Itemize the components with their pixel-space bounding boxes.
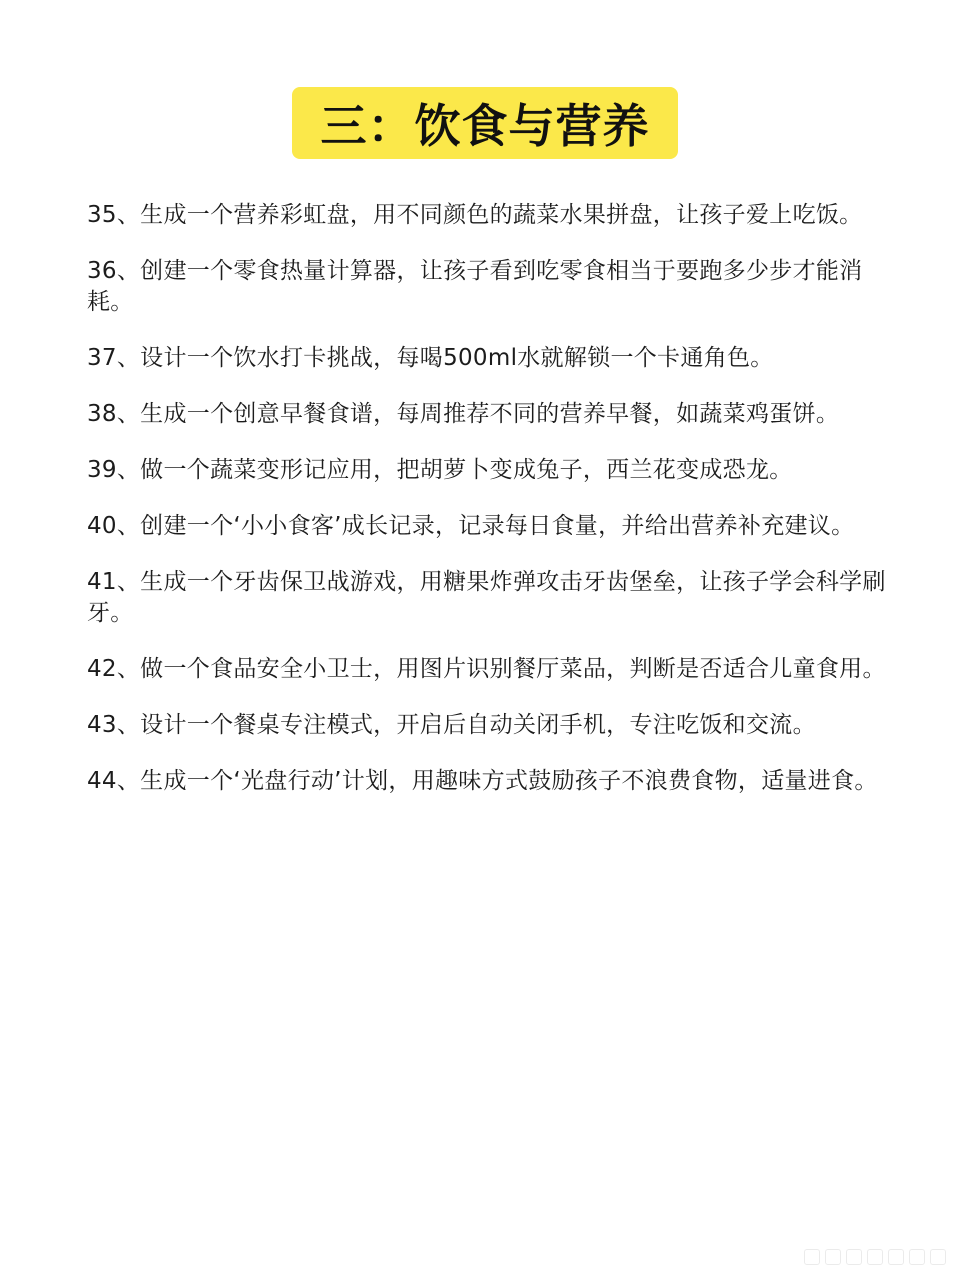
watermark-box-icon — [846, 1249, 862, 1265]
watermark-box-icon — [867, 1249, 883, 1265]
section-title-badge — [292, 87, 678, 159]
list-item: 37、设计一个饮水打卡挑战，每喝500ml水就解锁一个卡通角色。 — [87, 345, 774, 371]
watermark-box-icon — [930, 1249, 946, 1265]
list-item: 41、生成一个牙齿保卫战游戏，用糖果炸弹攻击牙齿堡垒，让孩子学会科学刷牙。 — [87, 569, 886, 626]
watermark — [804, 1249, 946, 1265]
list-item: 40、创建一个‘小小食客’成长记录，记录每日食量，并给出营养补充建议。 — [87, 513, 855, 539]
list-item: 38、生成一个创意早餐食谱，每周推荐不同的营养早餐，如蔬菜鸡蛋饼。 — [87, 401, 840, 427]
list-item: 39、做一个蔬菜变形记应用，把胡萝卜变成兔子，西兰花变成恐龙。 — [87, 457, 793, 483]
watermark-box-icon — [909, 1249, 925, 1265]
list-item: 43、设计一个餐桌专注模式，开启后自动关闭手机，专注吃饭和交流。 — [87, 712, 816, 738]
list-item: 35、生成一个营养彩虹盘，用不同颜色的蔬菜水果拼盘，让孩子爱上吃饭。 — [87, 202, 863, 228]
list-item: 42、做一个食品安全小卫士，用图片识别餐厅菜品，判断是否适合儿童食用。 — [87, 656, 886, 682]
idea-list — [87, 200, 887, 822]
watermark-box-icon — [888, 1249, 904, 1265]
watermark-box-icon — [804, 1249, 820, 1265]
list-item: 36、创建一个零食热量计算器，让孩子看到吃零食相当于要跑多少步才能消耗。 — [87, 258, 863, 315]
watermark-box-icon — [825, 1249, 841, 1265]
list-item: 44、生成一个‘光盘行动’计划，用趣味方式鼓励孩子不浪费食物，适量进食。 — [87, 768, 878, 794]
section-title: 三：饮食与营养 — [320, 99, 650, 153]
